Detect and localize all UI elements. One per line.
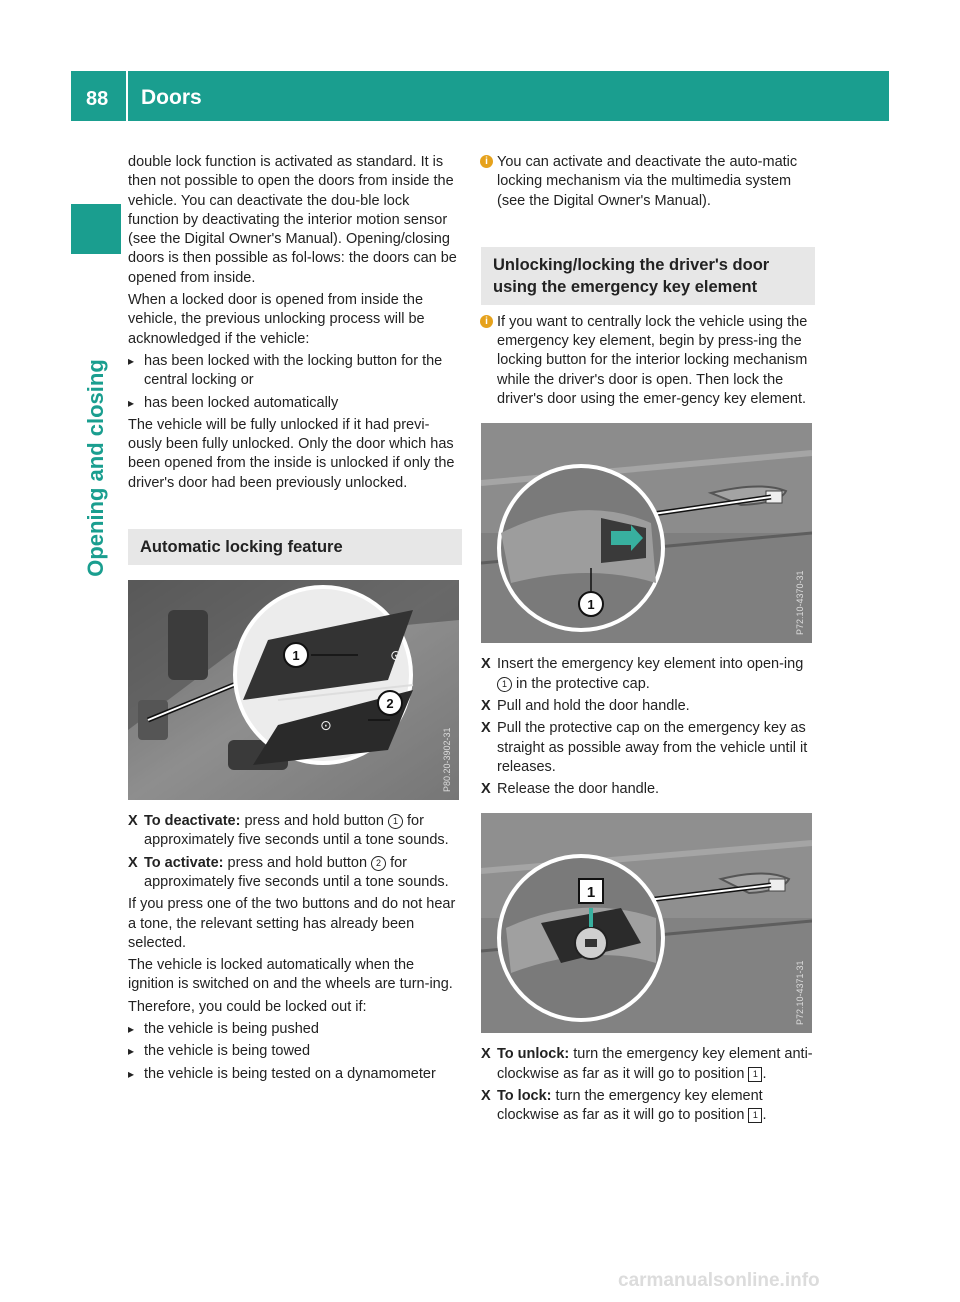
step-text: turn the emergency key element clockwise as far as it will go to position (497, 1088, 763, 1124)
figure-door-handle-cap (481, 423, 812, 643)
bullet-text: has been locked with the locking button for the central locking or (144, 352, 443, 389)
bullet-text: the vehicle is being pushed (144, 1021, 319, 1038)
left-column (128, 153, 462, 1084)
bullet-text: has been locked automatically (144, 394, 339, 411)
ref-circle: 1 (388, 814, 403, 829)
bullet-item (128, 1020, 462, 1039)
step-text: Pull and hold the door handle. (497, 697, 690, 714)
step-item (481, 719, 815, 777)
step-text: press and hold button (227, 854, 368, 871)
step-text: turn the emergency key element anti-clockwise as far as it will go to position (497, 1046, 813, 1082)
step-item (128, 812, 462, 851)
step-text: Release the door handle. (497, 781, 660, 798)
info-note (481, 153, 815, 211)
svg-text:⊙: ⊙ (320, 718, 332, 735)
step-label: To deactivate: (144, 813, 241, 830)
bullet-item (128, 1065, 462, 1084)
side-tab-block (71, 204, 121, 254)
ref-square: 1 (748, 1108, 762, 1123)
info-icon: i (480, 155, 493, 168)
step-text: Pull the protective cap on the emergency key as straight as possible away from the vehicle until it releases. (497, 720, 808, 775)
step-label: To activate: (144, 854, 224, 871)
step-item (481, 780, 815, 799)
callout-1: 1 (586, 884, 596, 902)
step-label: To lock: (497, 1088, 552, 1105)
info-note (481, 313, 815, 409)
info-text: You can activate and deactivate the auto-matic locking mechanism via the multimedia system (see the Digital Owner's Manual). (497, 154, 798, 209)
paragraph: The vehicle is locked automatically when the ignition is switched on and the wheels are turn-ing. (128, 957, 453, 993)
paragraph: Therefore, you could be locked out if: (128, 998, 367, 1015)
section-heading: Unlocking/locking the driver's door using the emergency key element (481, 247, 815, 305)
section-title: Doors (141, 86, 202, 109)
bullet-text: the vehicle is being tested on a dynamometer (144, 1065, 436, 1082)
step-text: for approximately five seconds until a tone sounds. (144, 813, 449, 849)
side-tab-label: Opening and closing (83, 359, 108, 577)
step-item (481, 697, 815, 716)
figure-door-handle-key (481, 813, 812, 1033)
callout-1: 1 (587, 597, 595, 613)
step-text: . (762, 1065, 767, 1082)
info-text: If you want to centrally lock the vehicle using the emergency key element, begin by press-ing the locking button for the interior locking mechanism while the driver's door is open. Then lock the driver's door using the emer-gency key element. (497, 313, 808, 408)
figure-door-panel-buttons (128, 580, 459, 800)
info-icon: i (480, 315, 493, 328)
ref-circle: 1 (497, 677, 512, 692)
svg-text:⊙: ⊙ (390, 648, 402, 665)
step-text: in the protective cap. (516, 675, 650, 692)
figure-code: P72.10-4371-31 (795, 960, 805, 1026)
figure-code: P72.10-4370-31 (795, 570, 805, 636)
header-divider (126, 71, 128, 121)
step-label: To unlock: (497, 1046, 570, 1063)
section-heading: Automatic locking feature (128, 529, 462, 565)
ref-square: 1 (748, 1067, 762, 1082)
callout-1: 1 (292, 648, 300, 664)
paragraph: The vehicle will be fully unlocked if it had previ-ously been fully unlocked. Only the door which has been opened from the inside is unlocked if only the driver's door had been previously unlocked. (128, 416, 455, 491)
bullet-item (128, 394, 462, 413)
page-number: 88 (86, 88, 109, 110)
bullet-item (128, 1042, 462, 1061)
bullet-item (128, 352, 462, 391)
callout-2: 2 (386, 696, 394, 712)
right-column (481, 153, 815, 1126)
step-item (128, 854, 462, 893)
step-text: for approximately five seconds until a tone sounds. (144, 854, 449, 890)
step-item (481, 1087, 815, 1126)
step-item (481, 1045, 815, 1084)
step-text: . (762, 1107, 767, 1124)
paragraph: When a locked door is opened from inside the vehicle, the previous unlocking process will be acknowledged if the vehicle: (128, 292, 425, 347)
paragraph: double lock function is activated as standard. It is then not possible to open the doors from inside the vehicle. You can deactivate the dou-ble lock function by deactivating the interior motion sensor (see the Digital Owner's Manual). Opening/closing doors is then possible as fol-lows: the doors can be opened from inside. (128, 154, 457, 286)
step-text: Insert the emergency key element into open-ing (497, 656, 804, 673)
watermark: carmanualsonline.info (618, 1270, 820, 1291)
step-item (481, 655, 815, 694)
bullet-text: the vehicle is being towed (144, 1043, 311, 1060)
figure-code: P80.20-3902-31 (442, 727, 452, 793)
step-text: press and hold button (244, 813, 384, 830)
paragraph: If you press one of the two buttons and do not hear a tone, the relevant setting has already been selected. (128, 896, 456, 951)
ref-circle: 2 (371, 856, 386, 871)
